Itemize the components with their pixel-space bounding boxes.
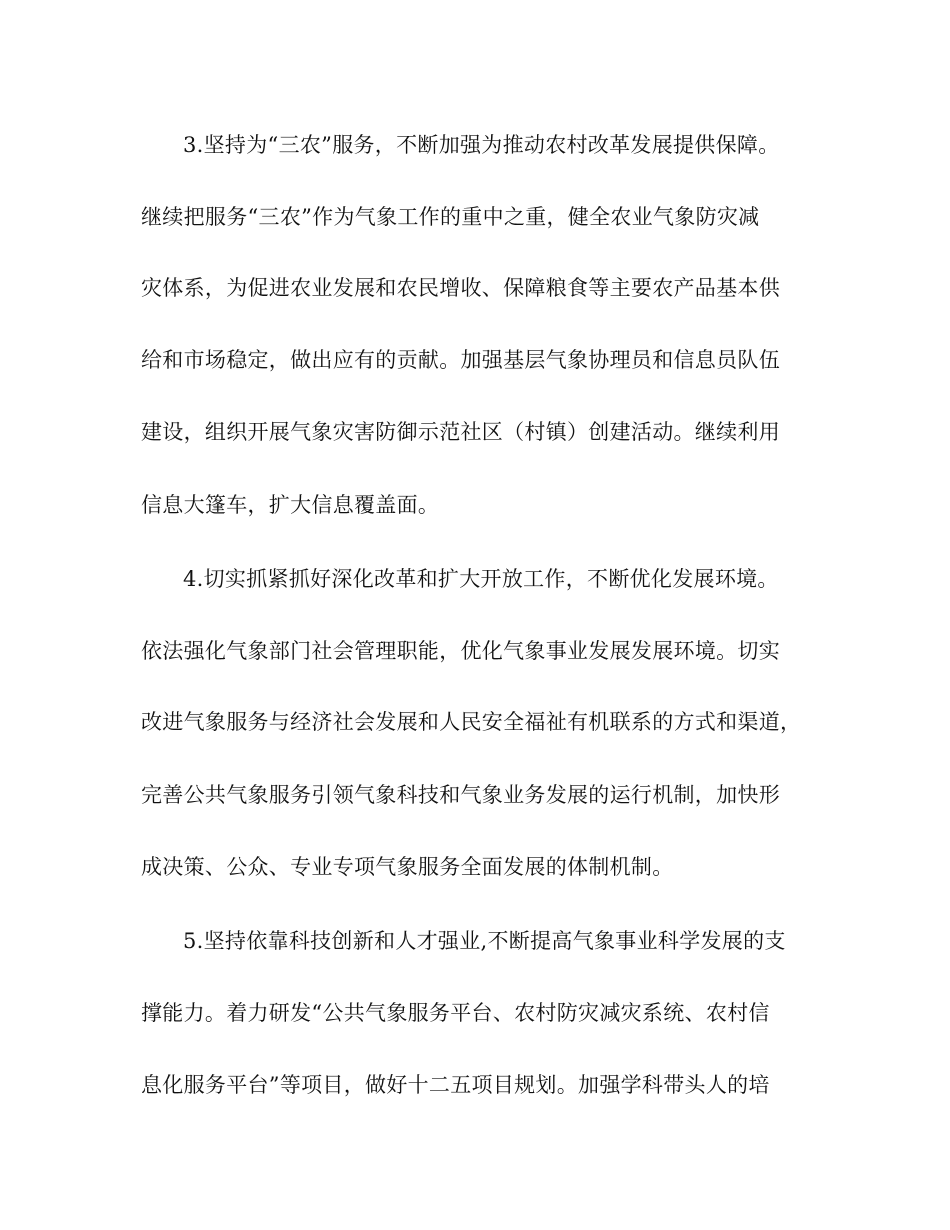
paragraph-5-line-1: 5.坚持依靠科技创新和人才强业,不断提高气象事业科学发展的支 bbox=[183, 929, 786, 953]
paragraph-3-line-1: 3.坚持为“三农”服务，不断加强为推动农村改革发展提供保障。 bbox=[183, 133, 780, 157]
paragraph-3-line-4: 给和市场稳定，做出应有的贡献。加强基层气象协理员和信息员队伍 bbox=[141, 348, 780, 372]
paragraph-5-line-3: 息化服务平台”等项目，做好十二五项目规划。加强学科带头人的培 bbox=[141, 1073, 770, 1097]
paragraph-3-line-5: 建设，组织开展气象灾害防御示范社区（村镇）创建活动。继续利用 bbox=[141, 420, 780, 444]
paragraph-3-line-3: 灾体系，为促进农业发展和农民增收、保障粮食等主要农产品基本供 bbox=[141, 276, 780, 300]
paragraph-4-line-4: 完善公共气象服务引领气象科技和气象业务发展的运行机制，加快形 bbox=[141, 783, 780, 807]
paragraph-4-line-3: 改进气象服务与经济社会发展和人民安全福祉有机联系的方式和渠道， bbox=[141, 710, 802, 734]
paragraph-3-line-2: 继续把服务“三农”作为气象工作的重中之重，健全农业气象防灾减 bbox=[141, 205, 760, 229]
paragraph-3-line-6: 信息大篷车，扩大信息覆盖面。 bbox=[141, 493, 440, 517]
paragraph-4-line-1: 4.切实抓紧抓好深化改革和扩大开放工作，不断优化发展环境。 bbox=[183, 567, 779, 591]
paragraph-4-line-5: 成决策、公众、专业专项气象服务全面发展的体制机制。 bbox=[141, 855, 674, 879]
paragraph-4-line-2: 依法强化气象部门社会管理职能，优化气象事业发展发展环境。切实 bbox=[141, 639, 780, 663]
paragraph-5-line-2: 撑能力。着力研发“公共气象服务平台、农村防灾减灾系统、农村信 bbox=[141, 1001, 770, 1025]
